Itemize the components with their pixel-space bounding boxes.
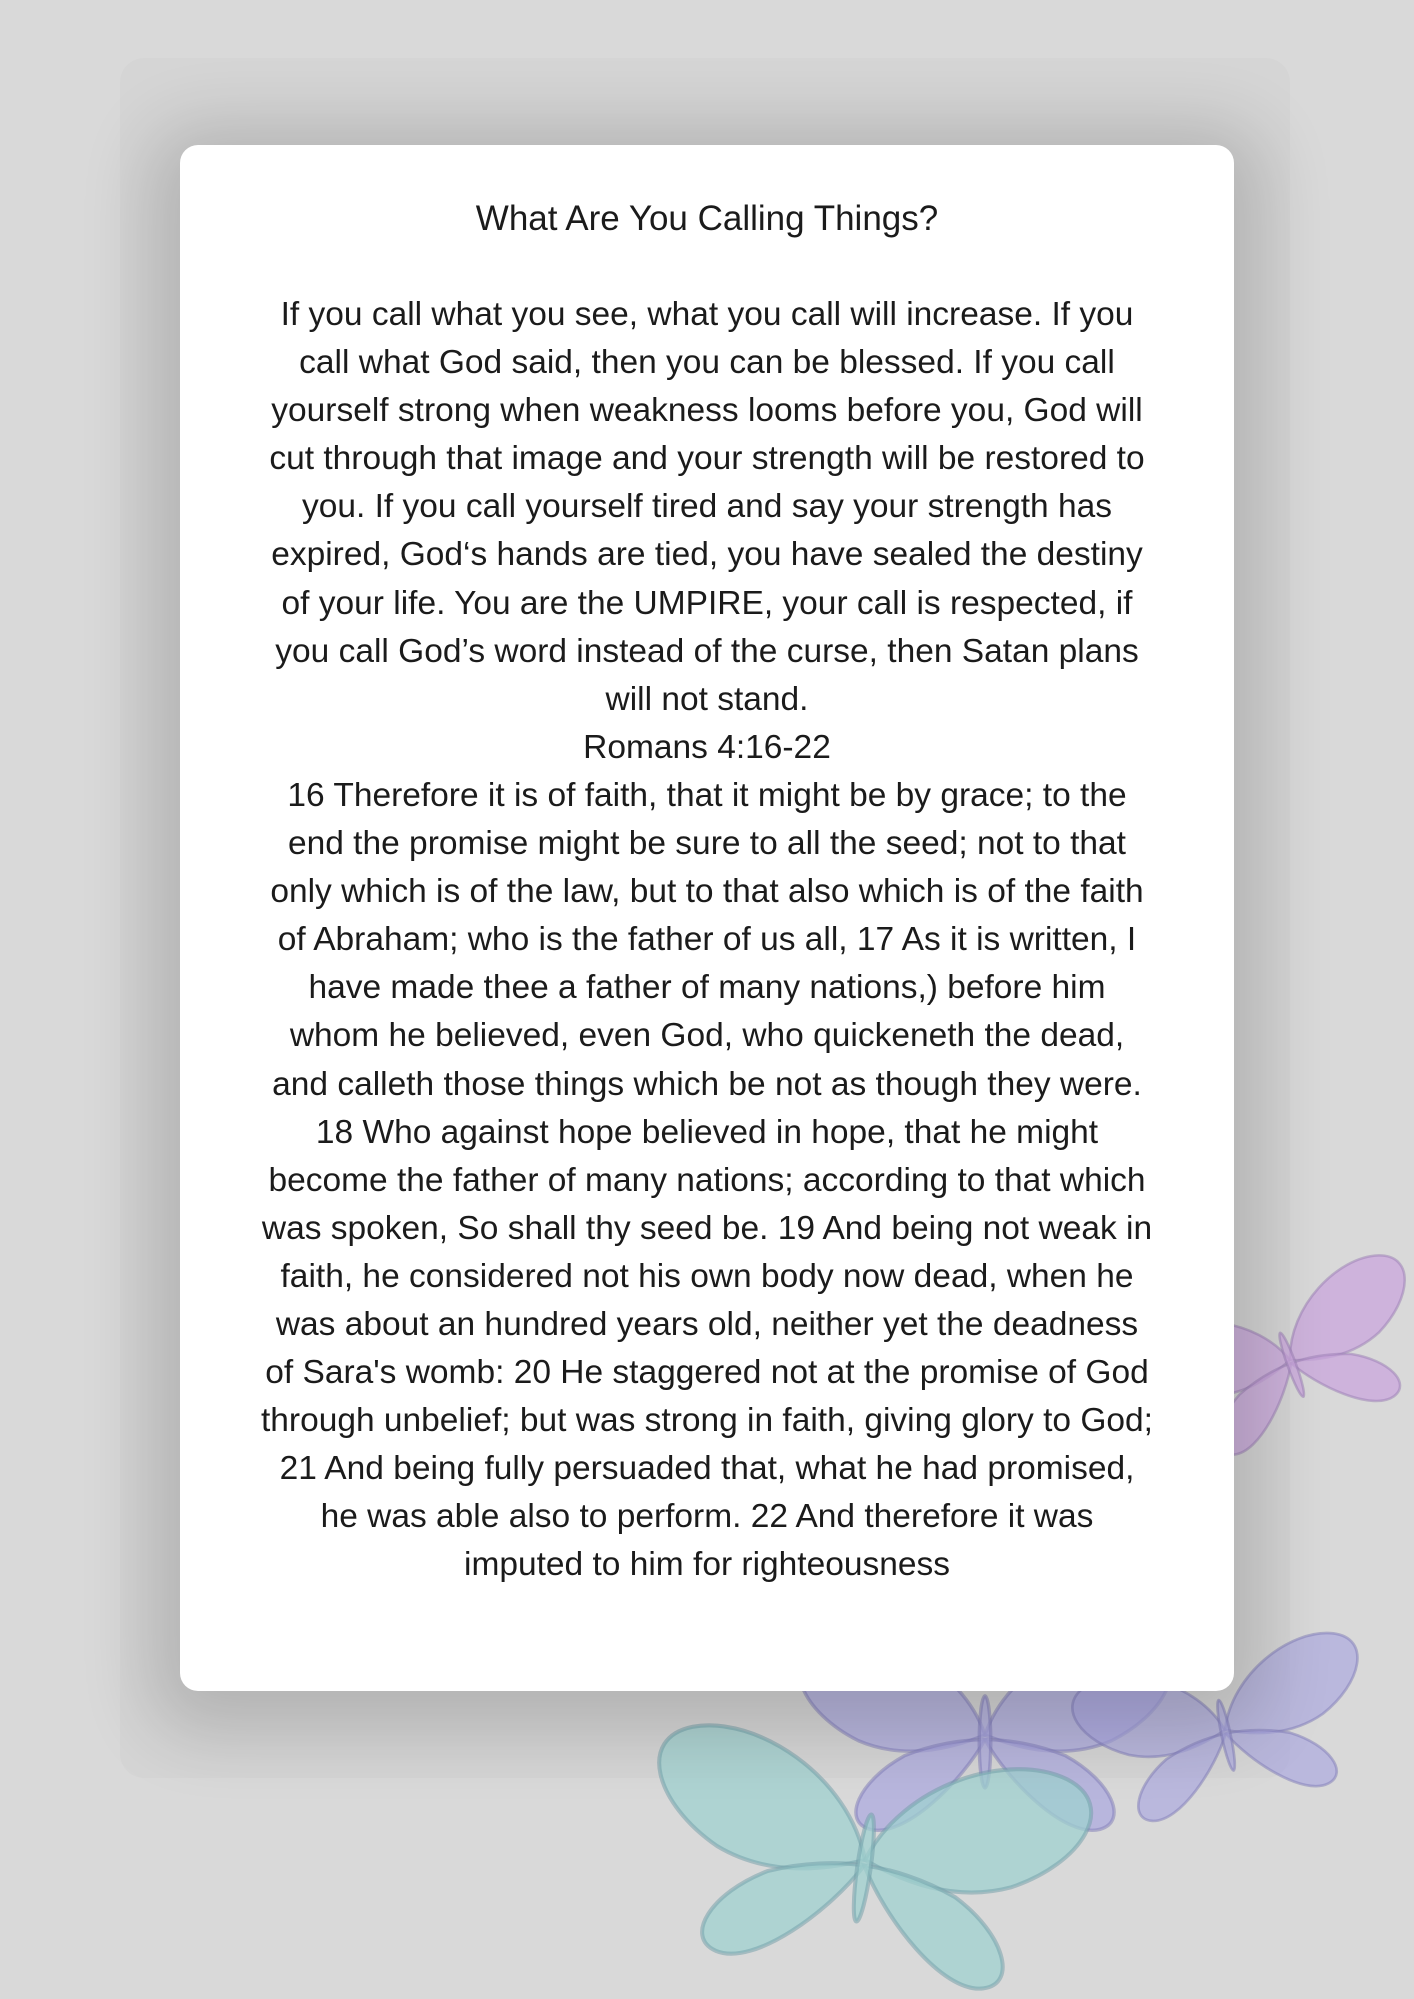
page-title: What Are You Calling Things? — [475, 199, 939, 238]
body-text — [260, 291, 1154, 1590]
content-card — [180, 145, 1234, 1691]
intro-paragraph: If you call what you see, what you call will increase. If you call what God said, then you can be blessed. If you call yourself strong when weakness looms before you, God will cut through that image and your strength will be restored to you. If you call yourself tired and say your strength has expired, God‘s hands are tied, you have sealed the destiny of your life. You are the UMPIRE, your call is respected, if you call God’s word instead of the curse, then Satan plans will not stand. — [269, 296, 1145, 718]
scripture-reference: Romans 4:16-22 — [583, 728, 831, 766]
scripture-text: 16 Therefore it is of faith, that it might be by grace; to the end the promise might be sure to all the seed; not to that only which is of the law, but to that also which is of the faith of Abraham; who is the father of us all, 17 As it is written, I have made thee a father of many nations,) before him whom he believed, even God, who quickeneth the dead, and calleth those things which be not as though they were. 18 Who against hope believed in hope, that he might become the father of many nations; according to that which was spoken, So shall thy seed be. 19 And being not weak in faith, he considered not his own body now dead, when he was about an hundred years old, neither yet the deadness of Sara's womb: 20 He staggered not at the promise of God through unbelief; but was strong in faith, giving glory to God; 21 And being fully persuaded that, what he had promised, he was able also to perform. 22 And therefore it was imputed to him for righteousness — [260, 776, 1153, 1584]
